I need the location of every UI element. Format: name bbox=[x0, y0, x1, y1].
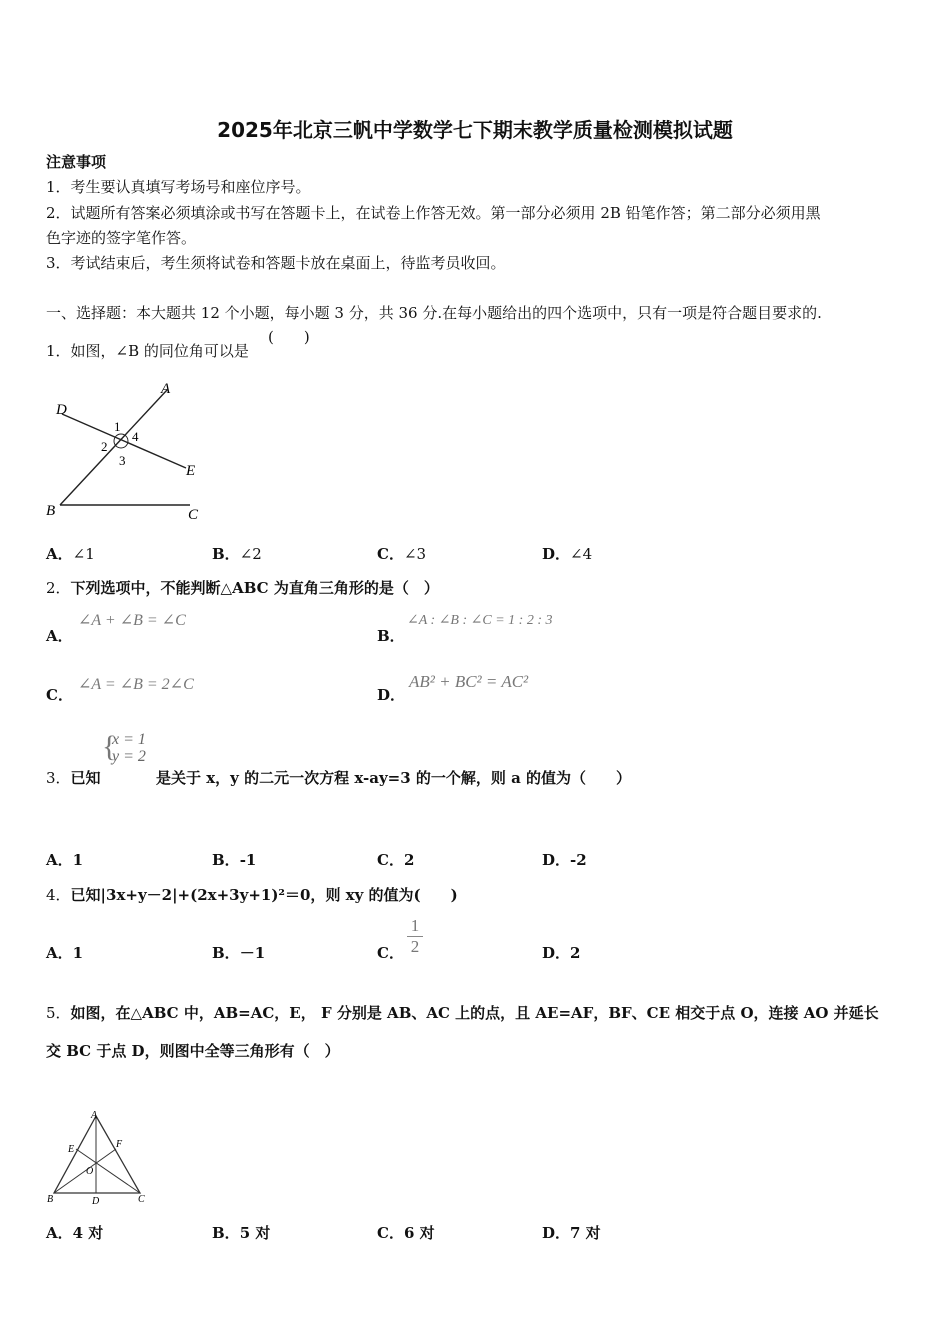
question-text: 是关于 x，y 的二元一次方程 x-ay=3 的一个解，则 a 的值为（ ） bbox=[156, 769, 632, 787]
fraction-one-half: 1 2 bbox=[407, 916, 423, 957]
label-C: C bbox=[138, 1194, 145, 1205]
question-text: 如图，∠B 的同位角可以是 bbox=[70, 342, 249, 360]
notice-item: 色字迹的签字笔作答。 bbox=[46, 229, 197, 247]
label-A: A bbox=[91, 1110, 98, 1121]
figure-angles bbox=[40, 378, 210, 526]
notice-item: 2．试题所有答案必须填涂或书写在答题卡上，在试卷上作答无效。第一部分必须用 2B 铅笔作答；第二部分必须用黑 bbox=[46, 204, 821, 222]
option-b[interactable]: B．∠2 bbox=[212, 545, 262, 563]
question-5-line1: 5．如图，在△ABC 中，AB=AC，E， F 分别是 AB、AC 上的点，且 AE=AF，BF、CE 相交于点 O，连接 AO 并延长 bbox=[46, 1004, 879, 1022]
label-angle-2: 2 bbox=[101, 439, 108, 454]
notice-heading: 注意事项 bbox=[46, 153, 107, 171]
question-number: 5． bbox=[46, 1004, 71, 1022]
option-d[interactable]: D．∠4 bbox=[542, 545, 593, 563]
label-angle-1: 1 bbox=[114, 419, 121, 434]
question-5-line2: 交 BC 于点 D，则图中全等三角形有（ ） bbox=[46, 1042, 340, 1060]
option-c[interactable]: C．6 对 bbox=[377, 1224, 435, 1242]
label-D: D bbox=[92, 1196, 100, 1206]
option-a[interactable]: A．1 bbox=[46, 851, 84, 869]
option-a-expr: ∠A + ∠B = ∠C bbox=[78, 612, 186, 629]
option-b[interactable]: B．－1 bbox=[212, 944, 266, 962]
question-number: 3． bbox=[46, 769, 71, 787]
option-b-key[interactable]: B． bbox=[377, 627, 405, 645]
answer-paren: ( ) bbox=[268, 328, 310, 346]
option-d[interactable]: D．2 bbox=[542, 944, 581, 962]
question-4 bbox=[46, 884, 458, 905]
question-number: 2． bbox=[46, 579, 71, 597]
option-b[interactable]: B．5 对 bbox=[212, 1224, 271, 1242]
line-BA bbox=[60, 390, 167, 505]
label-B: B bbox=[47, 1194, 54, 1205]
option-a[interactable]: A．∠1 bbox=[46, 545, 95, 563]
triangle-ABC bbox=[54, 1116, 140, 1193]
option-b[interactable]: B．-1 bbox=[212, 851, 257, 869]
question-1 bbox=[46, 340, 249, 361]
option-d-expr: AB² + BC² = AC² bbox=[409, 672, 529, 691]
label-angle-3: 3 bbox=[119, 453, 126, 468]
option-d[interactable]: D．7 对 bbox=[542, 1224, 601, 1242]
section-heading: 一、选择题：本大题共 12 个小题，每小题 3 分，共 36 分.在每小题给出的四个选项中，只有一项是符合题目要求的. bbox=[46, 304, 822, 322]
label-O: O bbox=[86, 1166, 94, 1177]
option-c[interactable]: C．2 bbox=[377, 851, 415, 869]
option-d[interactable]: D．-2 bbox=[542, 851, 587, 869]
option-a[interactable]: A．4 对 bbox=[46, 1224, 104, 1242]
figure-triangle bbox=[40, 1108, 156, 1206]
notice-item: 1．考生要认真填写考场号和座位序号。 bbox=[46, 178, 311, 196]
label-C: C bbox=[188, 507, 199, 523]
option-a-key[interactable]: A． bbox=[46, 627, 73, 645]
option-b-expr: ∠A : ∠B : ∠C = 1 : 2 : 3 bbox=[407, 613, 553, 628]
label-B: B bbox=[46, 503, 56, 519]
option-c[interactable]: C． bbox=[377, 944, 404, 962]
question-number: 4． bbox=[46, 886, 71, 904]
option-c[interactable]: C．∠3 bbox=[377, 545, 427, 563]
question-3-prefix: 3．已知 bbox=[46, 769, 101, 787]
label-E: E bbox=[186, 463, 196, 479]
label-A: A bbox=[161, 381, 171, 397]
label-angle-4: 4 bbox=[132, 429, 139, 444]
angle-marker bbox=[114, 434, 128, 448]
question-number: 1． bbox=[46, 342, 71, 360]
notice-item: 3．考试结束后，考生须将试卷和答题卡放在桌面上，待监考员收回。 bbox=[46, 254, 506, 272]
label-F: F bbox=[116, 1139, 123, 1150]
option-d-key[interactable]: D． bbox=[377, 686, 406, 704]
option-c-expr: ∠A = ∠B = 2∠C bbox=[78, 676, 194, 693]
label-D: D bbox=[56, 402, 67, 418]
label-E: E bbox=[68, 1144, 75, 1155]
question-text: 下列选项中，不能判断△ABC 为直角三角形的是（ ） bbox=[70, 579, 439, 597]
question-text: 已知|3x+y－2|+(2x+3y+1)²＝0，则 xy 的值为( ) bbox=[70, 886, 458, 904]
page-title: 2025年北京三帆中学数学七下期末教学质量检测模拟试题 bbox=[217, 118, 733, 142]
brace-icon: { bbox=[102, 730, 117, 763]
question-2 bbox=[46, 577, 439, 598]
option-c-key[interactable]: C． bbox=[46, 686, 73, 704]
option-a[interactable]: A．1 bbox=[46, 944, 84, 962]
